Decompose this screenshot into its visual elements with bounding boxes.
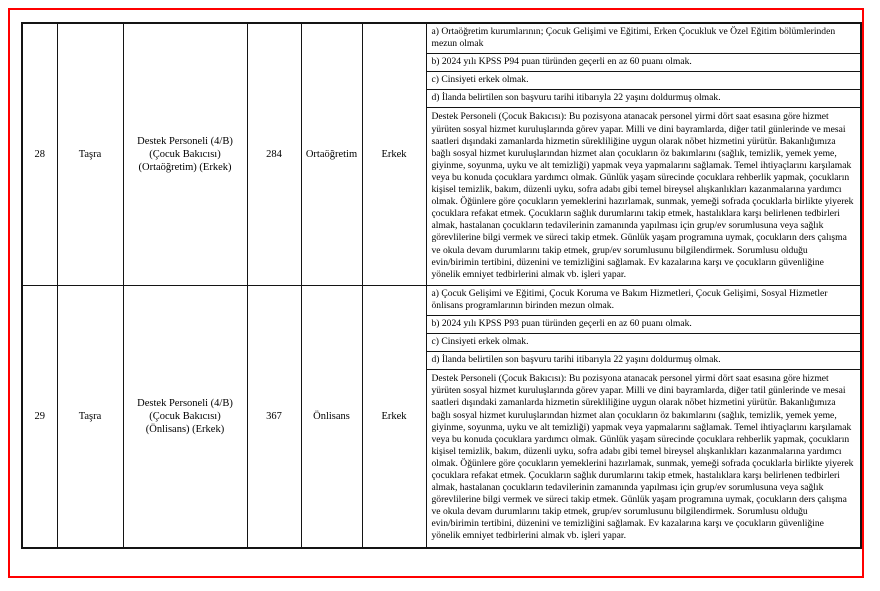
position-title-line: (Çocuk Bakıcısı)	[149, 410, 221, 422]
education-cell: Önlisans	[301, 285, 362, 547]
requirement-d: d) İlanda belirtilen son başvuru tarihi itibarıyla 22 yaşını doldurmuş olmak.	[427, 352, 861, 370]
position-title-cell	[123, 23, 247, 285]
requirement-c: c) Cinsiyeti erkek olmak.	[427, 72, 861, 90]
count-cell: 367	[247, 285, 301, 547]
requirement-c: c) Cinsiyeti erkek olmak.	[427, 334, 861, 352]
job-description: Destek Personeli (Çocuk Bakıcısı): Bu pozisyona atanacak personel yirmi dört saat esasına göre hizmet yürüten sosyal hizmet kuruluşlarında görev yapar. Milli ve dini bayramlarda, diğer tatil günlerinde ve mesai saatleri dışındaki zamanlarda hizmetin sürekliliğine uygun olarak nöbet hizmetini yürütür. Bakanlığımıza bağlı sosyal hizmet kuruluşlarından hizmet alan çocukların öz bakımlarını (sağlık, temizlik, yemek yeme, giyinme, soyunma, uyku ve alt temizliği) yapmak veya yapmalarını sağlamak. Temel ihtiyaçlarını karşılamak veya bu konuda çocuklara yardımcı olmak. Günlük yaşam sürecinde çocuklara rehberlik yapmak, çocukların kişisel temizlik, bakım, düzenli uyku, sofra adabı gibi temel bireysel alışkanlıkları kazanmalarına yardımcı olmak. Öğünlere göre çocukların yemeklerini hazırlamak, sunmak, yemeği sofrada çocuklarla birlikte yiyerek çocuklara refakat etmek. Çocukların sağlık durumlarını takip etmek, hastalıklara karşı belirlenen tedbirleri almak, hastalanan çocukların tedavilerinin zamanında yapılması için grup/ev sorumlusuna veya sağlık görevlilerine bilgi vermek ve süreci takip etmek. Günlük yaşam programına uymak, çocukların ders çalışma ve okula devam durumlarını takip etmek, grup/ev sorumlusunu bilgilendirmek. Sorumlusu olduğu evin/birimin tertibini, düzenini ve temizliğini sağlamak. Ev kazalarına karşı ve çocukların güvenliğine yönelik emniyet tedbirlerini almak vb. işleri yapar.	[431, 111, 854, 280]
requirements-cell	[426, 285, 861, 547]
requirement-b: b) 2024 yılı KPSS P93 puan türünden geçerli en az 60 puanı olmak.	[427, 316, 861, 334]
row-number-cell: 29	[22, 285, 57, 547]
row-number-cell: 28	[22, 23, 57, 285]
requirement-a: a) Çocuk Gelişimi ve Eğitimi, Çocuk Koruma ve Bakım Hizmetleri, Çocuk Gelişimi, Sosyal Hizmetler önlisans programlarının birinden mezun olmak.	[427, 286, 861, 316]
position-title-line: Destek Personeli (4/B)	[137, 135, 233, 147]
job-postings-table	[21, 22, 862, 549]
position-title-cell	[123, 285, 247, 547]
requirement-d: d) İlanda belirtilen son başvuru tarihi itibarıyla 22 yaşını doldurmuş olmak.	[427, 90, 861, 108]
position-title-line: (Ortaöğretim) (Erkek)	[138, 161, 232, 173]
organization-cell: Taşra	[57, 285, 123, 547]
position-title-line: Destek Personeli (4/B)	[137, 397, 233, 409]
gender-cell: Erkek	[362, 23, 426, 285]
gender-cell: Erkek	[362, 285, 426, 547]
job-description: Destek Personeli (Çocuk Bakıcısı): Bu pozisyona atanacak personel yirmi dört saat esasına göre hizmet yürüten sosyal hizmet kuruluşlarında görev yapar. Milli ve dini bayramlarda, diğer tatil günlerinde ve mesai saatleri dışındaki zamanlarda hizmetin sürekliliğine uygun olarak nöbet hizmetini yürütür. Bakanlığımıza bağlı sosyal hizmet kuruluşlarından hizmet alan çocukların öz bakımlarını (sağlık, temizlik, yemek yeme, giyinme, soyunma, uyku ve alt temizliği) yapmak veya yapmalarını sağlamak. Temel ihtiyaçlarını karşılamak veya bu konuda çocuklara yardımcı olmak. Günlük yaşam sürecinde çocuklara rehberlik yapmak, çocukların kişisel temizlik, bakım, düzenli uyku, sofra adabı gibi temel bireysel alışkanlıkları kazanmalarına yardımcı olmak. Öğünlere göre çocukların yemeklerini hazırlamak, sunmak, yemeği sofrada çocuklarla birlikte yiyerek çocuklara refakat etmek. Çocukların sağlık durumlarını takip etmek, hastalıklara karşı belirlenen tedbirleri almak, hastalanan çocukların tedavilerinin zamanında yapılması için grup/ev sorumlusuna veya sağlık görevlilerine bilgi vermek ve süreci takip etmek. Günlük yaşam programına uymak, çocukların ders çalışma ve okula devam durumlarını takip etmek, grup/ev sorumlusunu bilgilendirmek. Sorumlusu olduğu evin/birimin tertibini, düzenini ve temizliğini sağlamak. Ev kazalarına karşı ve çocukların güvenliğine yönelik emniyet tedbirlerini almak vb. işleri yapar.	[431, 373, 854, 542]
education-cell: Ortaöğretim	[301, 23, 362, 285]
requirement-b: b) 2024 yılı KPSS P94 puan türünden geçerli en az 60 puanı olmak.	[427, 54, 861, 72]
organization-cell: Taşra	[57, 23, 123, 285]
table-row	[22, 23, 861, 285]
table-row	[22, 285, 861, 547]
position-title-line: (Çocuk Bakıcısı)	[149, 148, 221, 160]
count-cell: 284	[247, 23, 301, 285]
requirement-a: a) Ortaöğretim kurumlarının; Çocuk Gelişimi ve Eğitimi, Erken Çocukluk ve Özel Eğitim bölümlerinden mezun olmak	[427, 24, 861, 54]
requirements-cell	[426, 23, 861, 285]
position-title-line: (Önlisans) (Erkek)	[145, 423, 225, 435]
